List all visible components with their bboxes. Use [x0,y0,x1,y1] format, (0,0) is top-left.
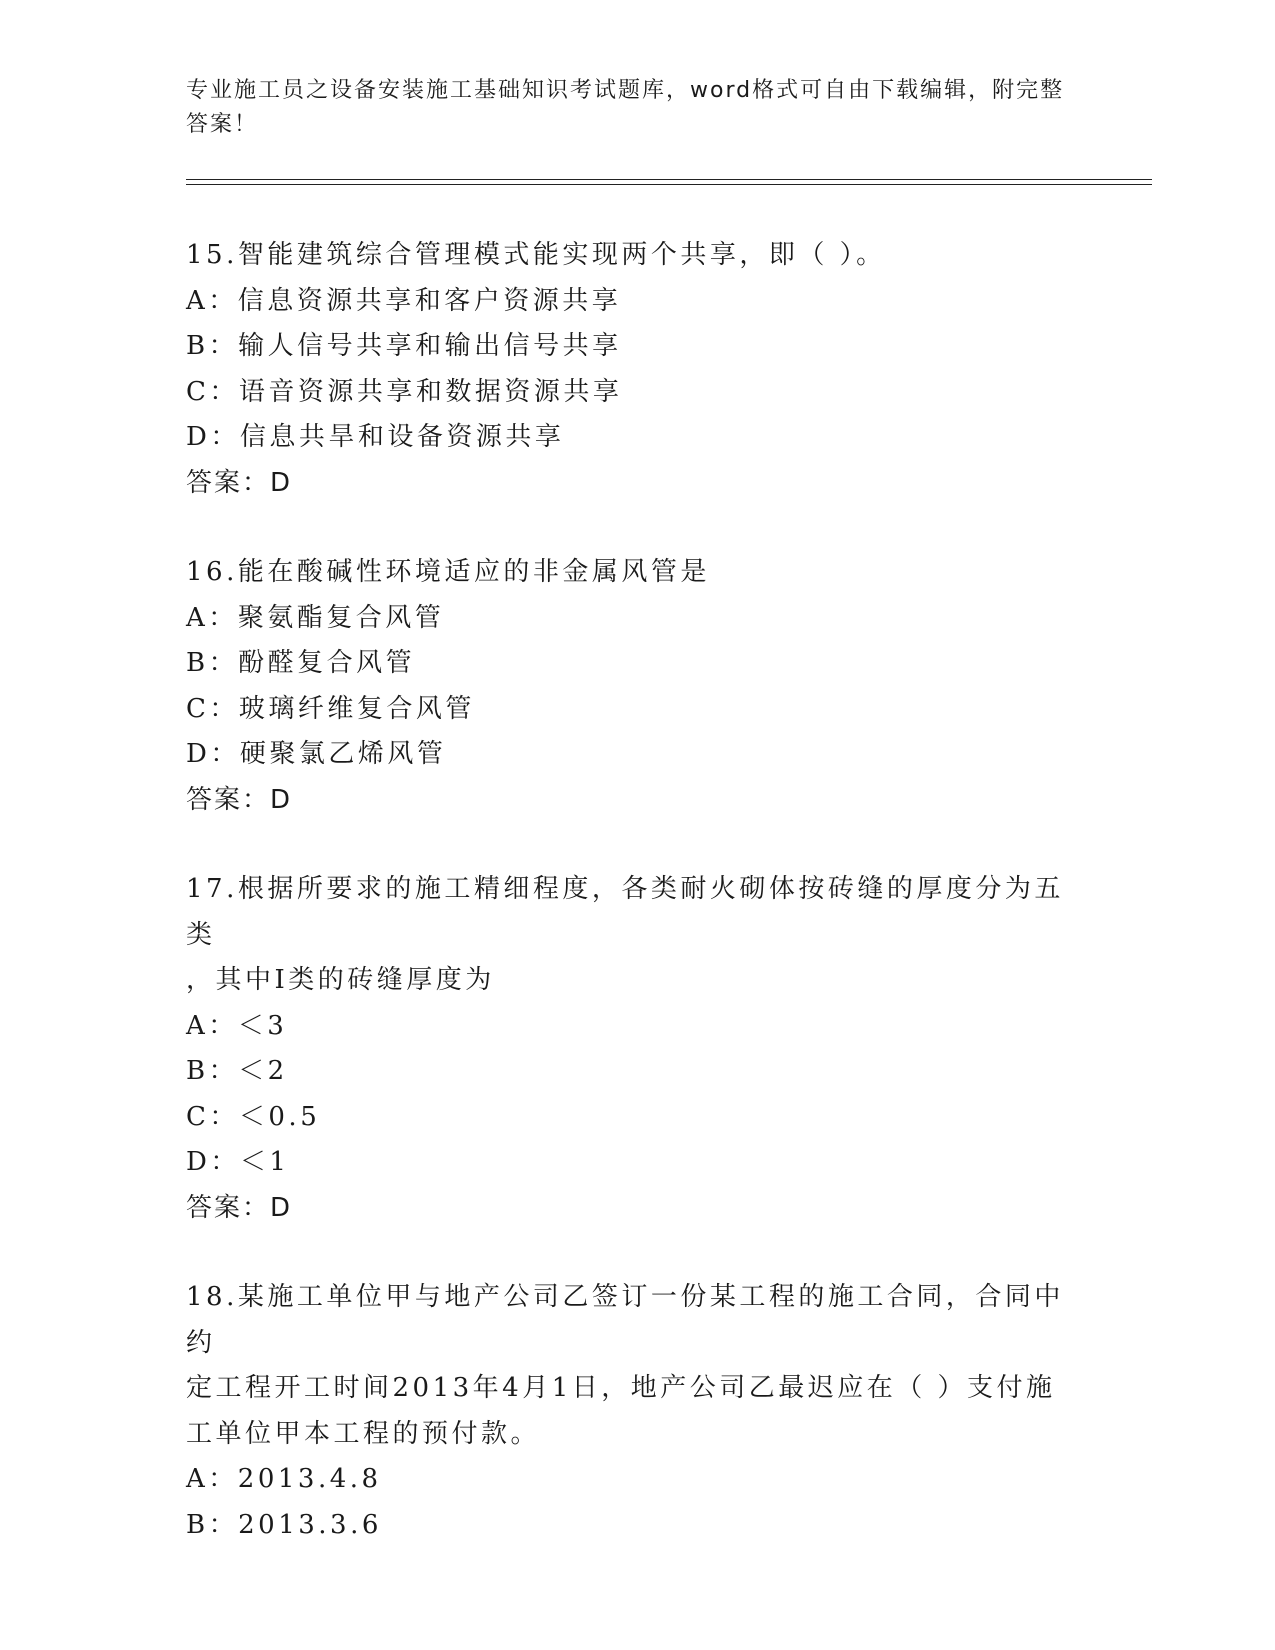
option-d: D：硬聚氯乙烯风管 [186,739,447,769]
option-c: C：＜0.5 [186,1101,321,1132]
question-16 [186,550,1086,823]
question-17 [186,867,1086,1231]
option-a: A：2013.4.8 [186,1464,382,1494]
option-c: C：语音资源共享和数据资源共享 [186,376,623,407]
question-stem: 15.智能建筑综合管理模式能实现两个共享，即（ ）。 [186,240,886,270]
option-b: B：2013.3.6 [186,1509,382,1540]
option-a: A：＜3 [186,1010,288,1041]
option-b: B：输人信号共享和输出信号共享 [186,331,622,361]
option-a: A：聚氨酯复合风管 [186,602,445,633]
question-18 [186,1275,1086,1548]
header-divider-top [186,179,1152,180]
question-stem-line-3: 工单位甲本工程的预付款。 [186,1418,541,1449]
question-stem-line-1: 18.某施工单位甲与地产公司乙签订一份某工程的施工合同，合同中约 [186,1282,1064,1358]
document-header: 专业施工员之设备安装施工基础知识考试题库，word格式可自由下载编辑，附完整答案！ [186,78,1065,137]
question-stem-line-2: 定工程开工时间2013年4月1日，地产公司乙最迟应在（ ）支付施 [186,1373,1056,1403]
option-d: D：＜1 [186,1147,290,1177]
answer-line: 答案：D [186,784,293,815]
header-divider-bottom [186,184,1152,185]
option-b: B：酚醛复合风管 [186,648,416,678]
question-15 [186,233,1086,506]
answer-line: 答案：D [186,1192,293,1223]
question-stem: 16.能在酸碱性环境适应的非金属风管是 [186,557,710,587]
option-d: D：信息共旱和设备资源共享 [186,422,565,452]
option-c: C：玻璃纤维复合风管 [186,693,475,724]
option-b: B：＜2 [186,1056,288,1086]
question-list [186,233,1086,1592]
option-a: A：信息资源共享和客户资源共享 [186,285,622,316]
answer-line: 答案：D [186,467,293,498]
question-stem-line-2: ，其中Ⅰ类的砖缝厚度为 [186,965,495,995]
question-stem-line-1: 17.根据所要求的施工精细程度，各类耐火砌体按砖缝的厚度分为五类 [186,874,1064,950]
